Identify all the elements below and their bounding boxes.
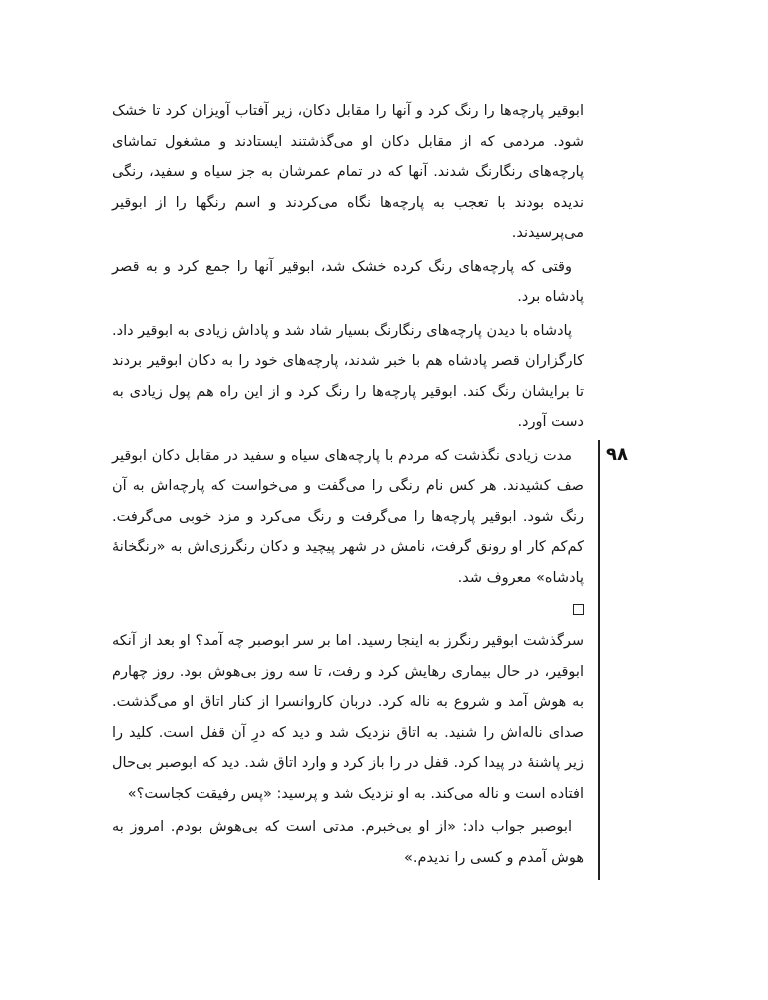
body-text: [112, 96, 584, 876]
paragraph: ابوصبر جواب داد: «از او بی‌خبرم. مدتی است که بی‌هوش بودم. امروز به هوش آمدم و کسی را ندیدم.»: [112, 819, 584, 866]
section-separator: [112, 596, 584, 622]
paragraph: سرگذشت ابوقیر رنگرز به اینجا رسید. اما بر سر ابوصبر چه آمد؟ او بعد از آنکه ابوقیر، در حال بیماری رهایش کرد و رفت، تا سه روز بی‌هوش بود. روز چهارم به هوش آمد و شروع به ناله کرد. دربان کاروانسرا از کنار اتاق او می‌گذشت. صدای ناله‌اش را شنید. به اتاق نزدیک شد و دید که درِ آن قفل است. کلید را زیر پاشنهٔ در پیدا کرد. قفل در را باز کرد و وارد اتاق شد. دید که ابوصبر بی‌حال افتاده است و ناله می‌کند. به او نزدیک شد و پرسید: «پس رفیقت کجاست؟»: [112, 633, 584, 802]
paragraph: پادشاه با دیدن پارچه‌های رنگارنگ بسیار شاد شد و پاداش زیادی به ابوقیر داد. کارگزاران قصر پادشاه هم با خبر شدند، پارچه‌های خود را به دکان ابوقیر بردند تا برایشان رنگ کند. ابوقیر پارچه‌ها را رنگ کرد و از این راه هم پول زیادی به دست آورد.: [112, 322, 584, 430]
margin-rule: [598, 440, 600, 880]
paragraph: مدت زیادی نگذشت که مردم با پارچه‌های سیاه و سفید در مقابل دکان ابوقیر صف کشیدند. هر کس نام رنگی را می‌گفت و می‌خواست که پارچه‌اش به آن رنگ شود. ابوقیر پارچه‌ها را می‌گرفت و رنگ می‌کرد و مزد خوبی می‌گرفت. کم‌کم کار او رونق گرفت، نامش در شهر پیچید و دکان رنگرزی‌اش به «رنگخانهٔ پادشاه» معروف شد.: [112, 447, 584, 586]
paragraph: ابوقیر پارچه‌ها را رنگ کرد و آنها را مقابل دکان، زیر آفتاب آویزان کرد تا خشک شود. مردمی که از مقابل دکان او می‌گذشتند ایستادند و مشغول تماشای پارچه‌های رنگارنگ شدند. آنها که در تمام عمرشان به جز سیاه و سفید، رنگی ندیده بودند با تعجب به پارچه‌ها نگاه می‌کردند و اسم رنگها را از ابوقیر می‌پرسیدند.: [112, 103, 584, 241]
square-ornament-icon: [573, 604, 584, 615]
paragraph: وقتی که پارچه‌های رنگ کرده خشک شد، ابوقیر آنها را جمع کرد و به قصر پادشاه برد.: [112, 258, 584, 305]
page-number: ۹۸: [606, 444, 628, 465]
